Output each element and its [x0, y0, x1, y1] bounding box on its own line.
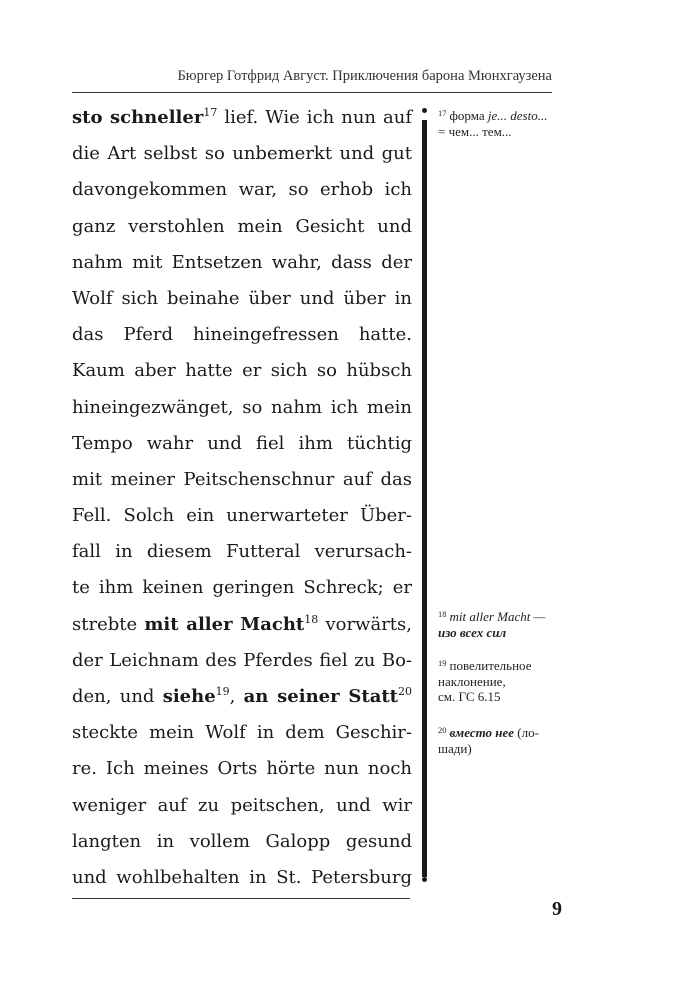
text-line: langten in vollem Galopp gesund — [72, 830, 412, 852]
footnote-phrase: mit aller Macht — — [449, 609, 546, 624]
footnote-text: наклонение, — [438, 673, 506, 689]
footnote-number: 20 — [438, 725, 447, 735]
footnote-text: повелительное — [449, 658, 532, 673]
text-line — [72, 100, 412, 136]
footnote-translation: вместо нее — [449, 725, 515, 740]
footnote-number: 18 — [438, 609, 447, 619]
text-span: den, und — [72, 686, 163, 707]
glossed-phrase: sto schneller — [72, 107, 204, 128]
text-line: die Art selbst so unbemerkt und gut — [72, 143, 412, 165]
text-span: lief. Wie ich nun auf — [217, 107, 412, 128]
footnote-18 — [438, 609, 563, 640]
footnote-ref: 18 — [304, 612, 319, 626]
text-line: te ihm keinen geringen Schreck; er — [72, 577, 412, 599]
footer-rule — [72, 898, 410, 899]
footnote-ref: 20 — [398, 685, 412, 698]
text-line: das Pferd hineingefressen hatte. — [72, 324, 412, 346]
text-span: vorwärts, — [318, 613, 412, 635]
footnote-phrase: je... desto... — [487, 108, 548, 123]
text-line: ganz verstohlen mein Gesicht und — [72, 215, 412, 237]
text-line: Fell. Solch ein unerwarteter Über- — [72, 505, 412, 527]
text-line: Kaum aber hatte er sich so hübsch — [72, 360, 412, 382]
footnote-number: 17 — [438, 108, 447, 118]
footnote-text: см. ГС 6.15 — [438, 689, 501, 704]
margin-bar-top-dot — [422, 108, 427, 113]
footnote-ref: 17 — [203, 106, 218, 119]
text-line: Tempo wahr und fiel ihm tüchtig — [72, 432, 412, 454]
text-line: nahm mit Entsetzen wahr, dass der — [72, 251, 412, 273]
text-line: re. Ich meines Orts hörte nun noch — [72, 758, 412, 780]
text-line: mit meiner Peitschenschnur auf das — [72, 468, 412, 490]
page-number: 9 — [552, 898, 562, 920]
footnote-text: = чем... тем... — [438, 123, 512, 139]
text-line: fall in diesem Futteral verursach- — [72, 541, 412, 563]
glossed-phrase: siehe — [162, 686, 216, 707]
text-line: davongekommen war, so erhob ich — [72, 179, 412, 201]
footnote-translation: изо всех сил — [438, 624, 507, 640]
text-line: und wohlbehalten in St. Petersburg — [72, 866, 412, 888]
glossed-phrase: an seiner Statt — [243, 686, 398, 707]
footnote-20 — [438, 725, 563, 756]
main-text-column — [72, 100, 412, 896]
margin-vertical-bar — [422, 120, 427, 877]
glossed-phrase: mit aller Macht — [144, 613, 305, 635]
footnote-19 — [438, 658, 563, 705]
text-span: strebte — [72, 613, 145, 635]
footnote-ref: 19 — [215, 685, 230, 698]
footnote-17 — [438, 108, 563, 139]
running-head: Бюргер Готфрид Август. Приключения барона Мюнхгаузена — [177, 68, 552, 84]
text-line: weniger auf zu peitschen, und wir — [72, 794, 412, 816]
text-line: Wolf sich beinahe über und über in — [72, 287, 412, 309]
text-line: hineingezwänget, so nahm ich mein — [72, 396, 412, 418]
footnote-number: 19 — [438, 658, 447, 668]
text-span: , — [229, 686, 244, 707]
footnote-text: (ло- — [514, 725, 539, 740]
text-line — [72, 607, 412, 643]
text-line: der Leichnam des Pferdes fiel zu Bo- — [72, 649, 412, 671]
text-line — [72, 679, 412, 715]
header-rule — [72, 92, 552, 93]
footnote-text: шади) — [438, 740, 472, 756]
text-line: steckte mein Wolf in dem Geschir- — [72, 722, 412, 744]
margin-bar-bottom-dot — [422, 877, 427, 882]
footnote-text: форма — [449, 108, 488, 123]
